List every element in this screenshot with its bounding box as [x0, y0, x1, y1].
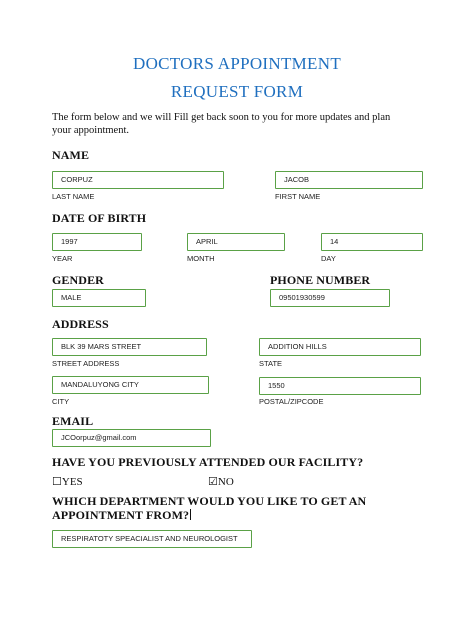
- intro-line-1: The form below and we will Fill get back soon to you for more updates and plan: [52, 112, 391, 123]
- dob-month-field[interactable]: APRIL: [187, 233, 285, 251]
- address-heading: ADDRESS: [52, 317, 109, 331]
- city-label: CITY: [52, 397, 70, 406]
- state-label: STATE: [259, 359, 283, 368]
- phone-field[interactable]: 09501930599: [270, 289, 390, 307]
- dob-heading: DATE OF BIRTH: [52, 211, 147, 225]
- intro-text: [52, 111, 422, 137]
- attended-yes-option[interactable]: [52, 475, 83, 488]
- dob-day-field[interactable]: 14: [321, 233, 423, 251]
- form-title-line2: REQUEST FORM: [170, 82, 304, 101]
- city-field[interactable]: MANDALUYONG CITY: [52, 376, 209, 394]
- last-name-field[interactable]: CORPUZ: [52, 171, 224, 189]
- dob-day-label: DAY: [321, 254, 336, 263]
- unchecked-box-icon[interactable]: ☐: [52, 476, 62, 488]
- department-question-line-1: WHICH DEPARTMENT WOULD YOU LIKE TO GET AN: [52, 494, 367, 508]
- street-address-field[interactable]: BLK 39 MARS STREET: [52, 338, 207, 356]
- attended-question: HAVE YOU PREVIOUSLY ATTENDED OUR FACILITY?: [52, 455, 364, 469]
- attended-no-option[interactable]: [208, 475, 234, 488]
- yes-label: YES: [61, 476, 83, 488]
- email-heading: EMAIL: [52, 414, 94, 428]
- dob-year-label: YEAR: [52, 254, 73, 263]
- street-address-label: STREET ADDRESS: [52, 359, 120, 368]
- dob-year-field[interactable]: 1997: [52, 233, 142, 251]
- postal-code-field[interactable]: 1550: [259, 377, 421, 395]
- last-name-label: LAST NAME: [52, 192, 95, 201]
- department-question: [52, 494, 366, 522]
- intro-line-2: your appointment.: [52, 125, 129, 136]
- checked-box-icon[interactable]: ☑: [208, 476, 218, 488]
- postal-code-label: POSTAL/ZIPCODE: [259, 397, 324, 406]
- department-field[interactable]: RESPIRATOTY SPEACIALIST AND NEUROLOGIST: [52, 530, 252, 548]
- state-field[interactable]: ADDITION HILLS: [259, 338, 421, 356]
- gender-field[interactable]: MALE: [52, 289, 146, 307]
- text-cursor: [190, 509, 191, 520]
- dob-month-label: MONTH: [187, 254, 215, 263]
- first-name-label: FIRST NAME: [275, 192, 321, 201]
- gender-heading: GENDER: [52, 273, 104, 287]
- first-name-field[interactable]: JACOB: [275, 171, 423, 189]
- no-label: NO: [217, 476, 234, 488]
- name-heading: NAME: [52, 148, 90, 162]
- department-question-line-2: APPOINTMENT FROM?: [52, 508, 190, 522]
- form-title-line1: DOCTORS APPOINTMENT: [133, 54, 341, 73]
- email-field[interactable]: JCOorpuz@gmail.com: [52, 429, 211, 447]
- phone-heading: PHONE NUMBER: [270, 273, 371, 287]
